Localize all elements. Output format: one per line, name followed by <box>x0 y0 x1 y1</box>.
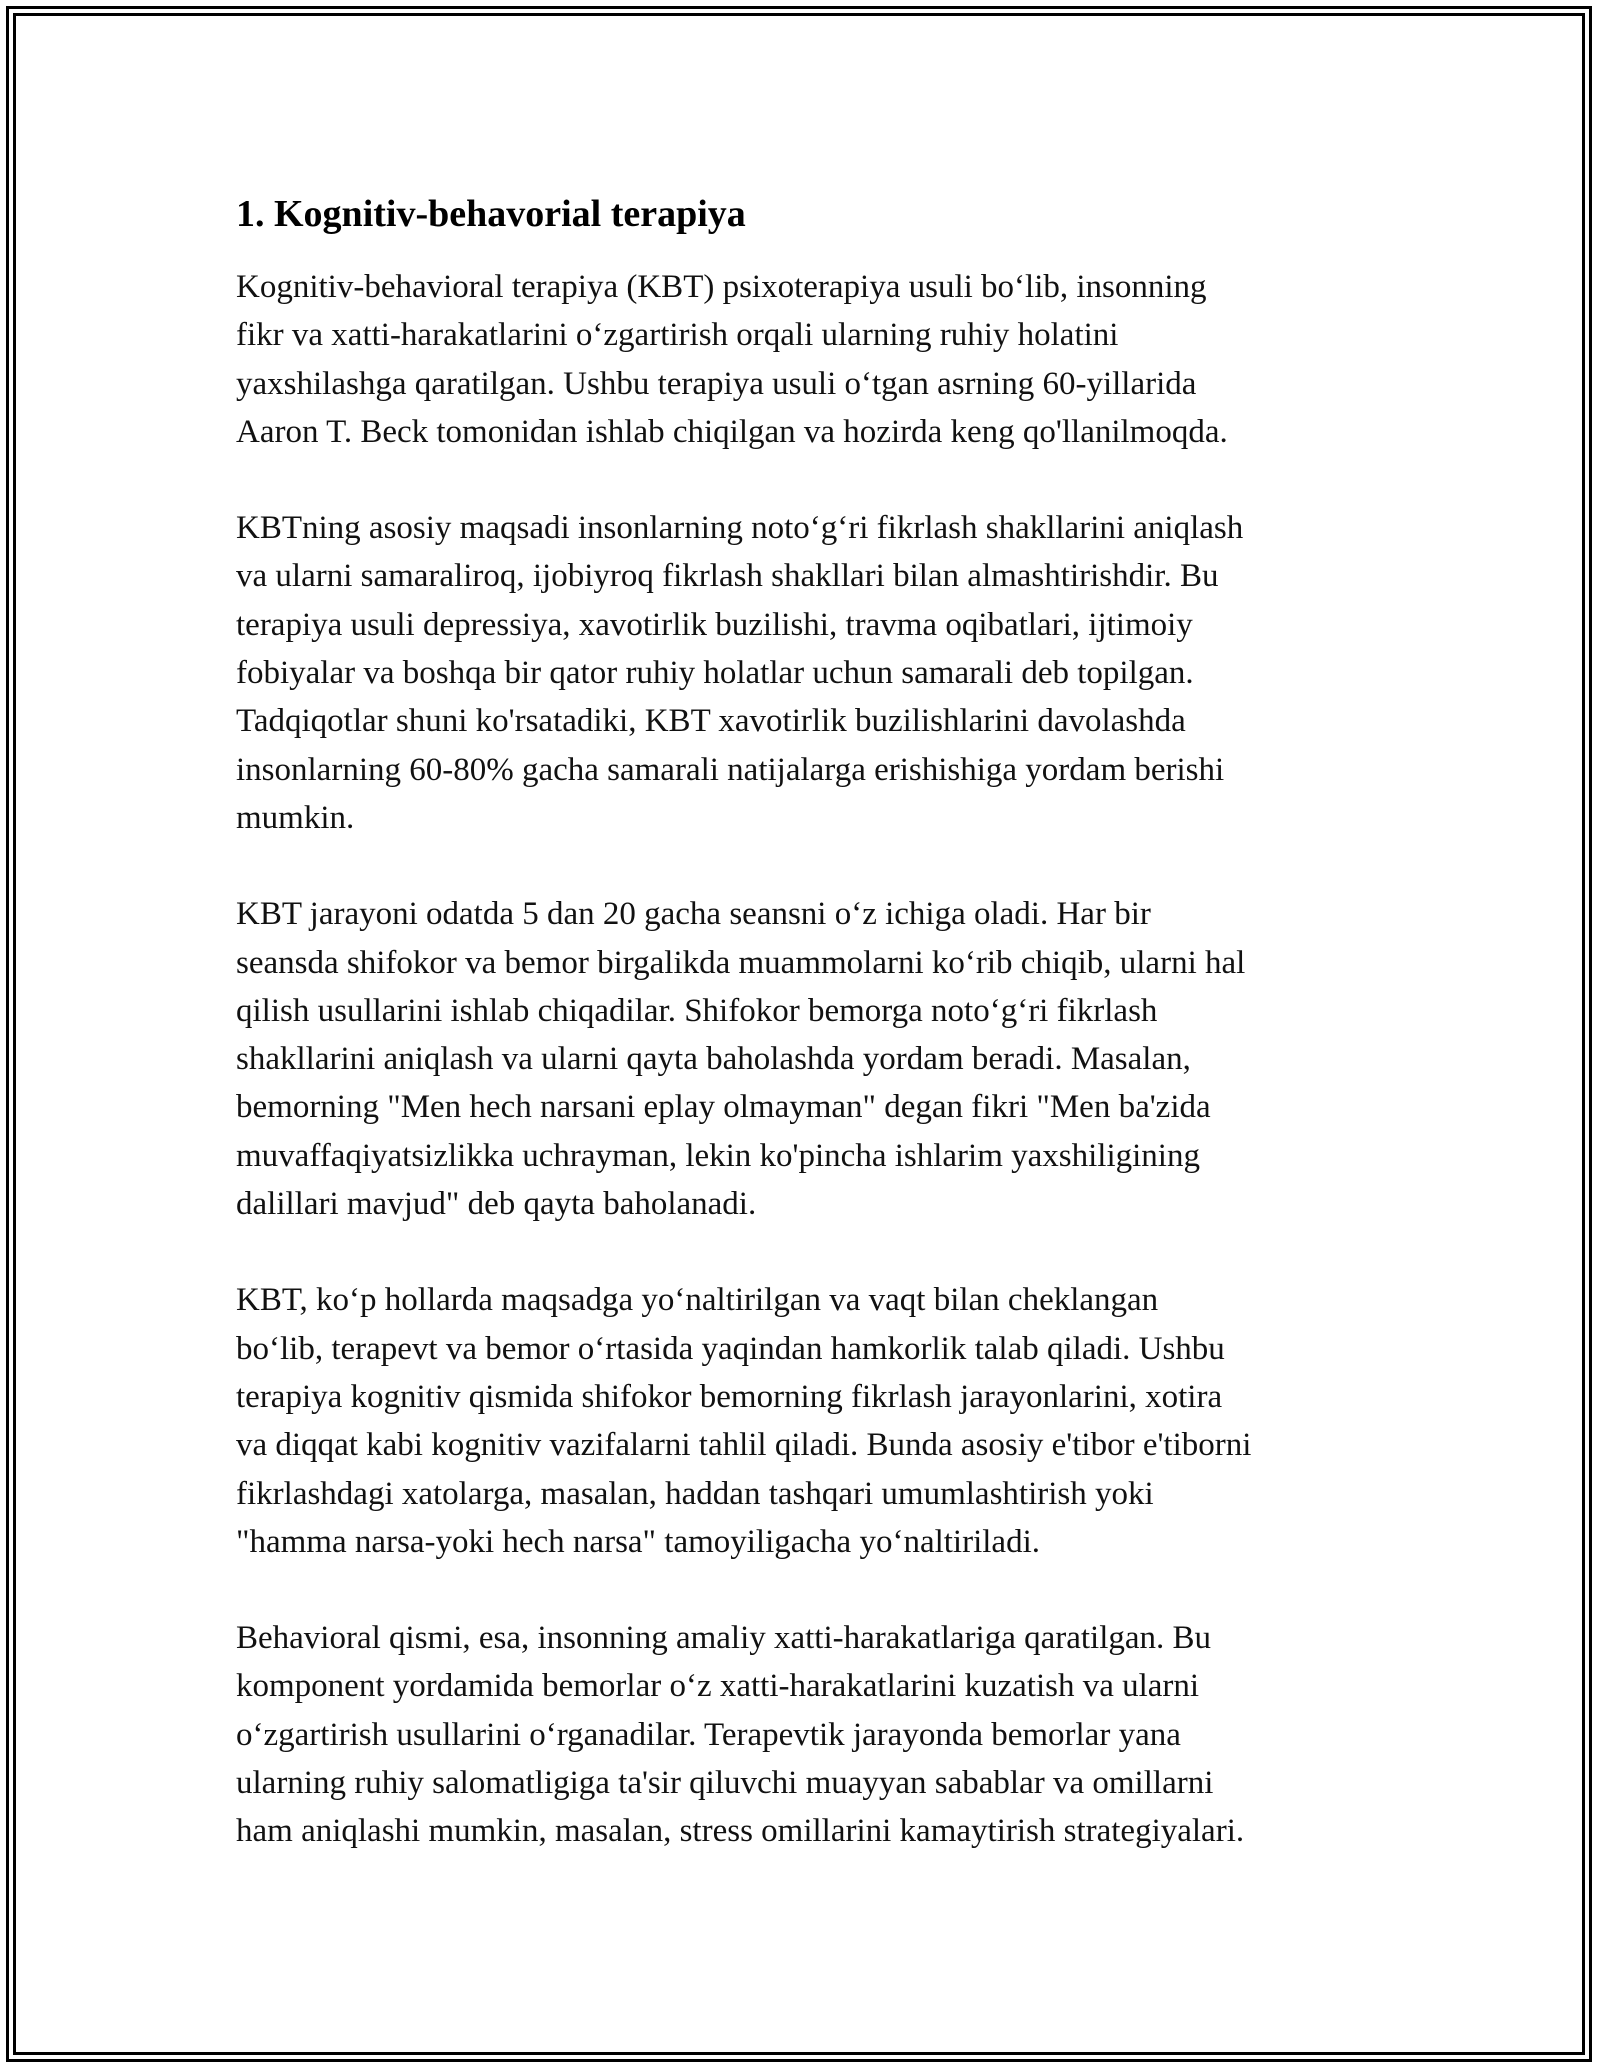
paragraph-line: Kognitiv-behavioral terapiya (KBT) psixoterapiya usuli bo‘lib, insonning <box>236 269 1207 305</box>
paragraph-line: Tadqiqotlar shuni ko'rsatadiki, KBT xavotirlik buzilishlarini davolashda <box>236 703 1186 740</box>
paragraph-line: yaxshilashga qaratilgan. Ushbu terapiya usuli o‘tgan asrning 60-yillarida <box>236 365 1197 402</box>
paragraph <box>236 263 1366 456</box>
paragraph-line: fobiyalar va boshqa bir qator ruhiy holatlar uchun samarali deb topilgan. <box>236 655 1194 692</box>
paragraph-line: KBT jarayoni odatda 5 dan 20 gacha seansni o‘z ichiga oladi. Har bir <box>236 896 1151 933</box>
paragraph-list <box>236 263 1366 1856</box>
paragraph-line: ham aniqlashi mumkin, masalan, stress omillarini kamaytirish strategiyalari. <box>236 1813 1245 1850</box>
paragraph-line: insonlarning 60-80% gacha samarali natijalarga erishishiga yordam berishi <box>236 751 1225 788</box>
paragraph-line: ularning ruhiy salomatligiga ta'sir qiluvchi muayyan sabablar va omillarni <box>236 1765 1214 1802</box>
paragraph <box>236 1276 1366 1566</box>
paragraph-line: Behavioral qismi, esa, insonning amaliy xatti-harakatlariga qaratilgan. Bu <box>236 1620 1212 1657</box>
section-heading: 1. Kognitiv-behavorial terapiya <box>236 193 746 235</box>
paragraph-line: o‘zgartirish usullarini o‘rganadilar. Terapevtik jarayonda bemorlar yana <box>236 1716 1181 1753</box>
paragraph-line: bo‘lib, terapevt va bemor o‘rtasida yaqindan hamkorlik talab qiladi. Ushbu <box>236 1330 1225 1367</box>
paragraph-line: qilish usullarini ishlab chiqadilar. Shifokor bemorga noto‘g‘ri fikrlash <box>236 992 1158 1029</box>
paragraph-line: Aaron T. Beck tomonidan ishlab chiqilgan va hozirda keng qo'llanilmoqda. <box>236 413 1228 450</box>
paragraph-line: fikr va xatti-harakatlarini o‘zgartirish orqali ularning ruhiy holatini <box>236 317 1119 354</box>
paragraph-line: "hamma narsa-yoki hech narsa" tamoyiligacha yo‘naltiriladi. <box>236 1523 1040 1560</box>
paragraph-line: bemorning "Men hech narsani eplay olmayman" degan fikri "Men ba'zida <box>236 1089 1211 1126</box>
paragraph-line: dalillari mavjud" deb qayta baholanadi. <box>236 1186 757 1223</box>
paragraph-line: seansda shifokor va bemor birgalikda muammolarni ko‘rib chiqib, ularni hal <box>236 944 1246 981</box>
paragraph <box>236 504 1366 842</box>
document-body <box>236 190 1366 1904</box>
paragraph <box>236 890 1366 1228</box>
paragraph-line: KBTning asosiy maqsadi insonlarning noto‘g‘ri fikrlash shakllarini aniqlash <box>236 510 1244 547</box>
paragraph-line: terapiya kognitiv qismida shifokor bemorning fikrlash jarayonlarini, xotira <box>236 1378 1223 1415</box>
paragraph-line: komponent yordamida bemorlar o‘z xatti-harakatlarini kuzatish va ularni <box>236 1668 1200 1705</box>
paragraph-line: mumkin. <box>236 799 355 836</box>
paragraph-line: shakllarini aniqlash va ularni qayta baholashda yordam beradi. Masalan, <box>236 1041 1191 1078</box>
paragraph-line: va diqqat kabi kognitiv vazifalarni tahlil qiladi. Bunda asosiy e'tibor e'tiborni <box>236 1427 1252 1464</box>
paragraph-line: fikrlashdagi xatolarga, masalan, haddan tashqari umumlashtirish yoki <box>236 1475 1154 1512</box>
paragraph-line: terapiya usuli depressiya, xavotirlik buzilishi, travma oqibatlari, ijtimoiy <box>236 606 1193 643</box>
paragraph <box>236 1614 1366 1855</box>
paragraph-line: KBT, ko‘p hollarda maqsadga yo‘naltirilgan va vaqt bilan cheklangan <box>236 1282 1159 1319</box>
paragraph-line: va ularni samaraliroq, ijobiyroq fikrlash shakllari bilan almashtirishdir. Bu <box>236 558 1219 595</box>
paragraph-line: muvaffaqiyatsizlikka uchrayman, lekin ko'pincha ishlarim yaxshiligining <box>236 1137 1200 1174</box>
